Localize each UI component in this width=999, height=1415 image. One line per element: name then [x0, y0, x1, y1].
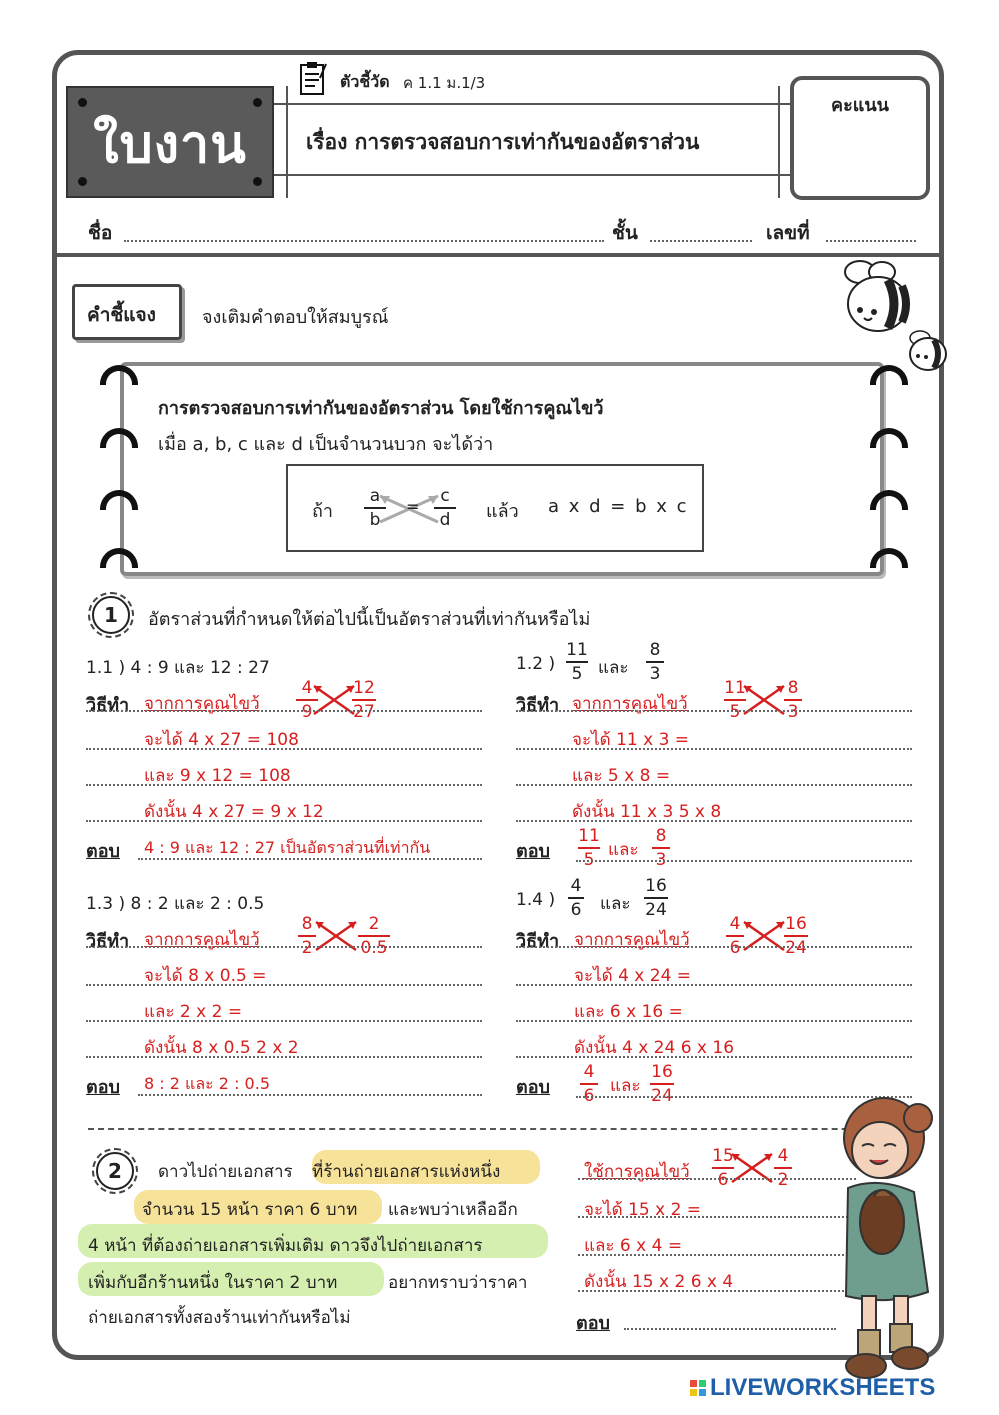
number-field[interactable] [826, 240, 916, 242]
q1-1-line3: และ 9 x 12 = 108 [144, 766, 291, 786]
answer-label: ตอบ [86, 841, 120, 862]
q1-3-line4: ดังนั้น 8 x 0.5 2 x 2 [144, 1038, 299, 1058]
question-number-badge: 2 [96, 1152, 134, 1190]
q1-1-label: 1.1 ) 4 : 9 และ 12 : 27 [86, 658, 270, 678]
answer-line[interactable] [86, 946, 482, 948]
numerator: c [440, 486, 450, 506]
answer-line[interactable] [516, 784, 912, 786]
denominator: 27 [353, 702, 375, 722]
q1-3-label: 1.3 ) 8 : 2 และ 2 : 0.5 [86, 894, 265, 914]
answer-label: ตอบ [576, 1313, 610, 1334]
cross-arrows-icon [728, 1148, 778, 1188]
q2-text: ที่ร้านถ่ายเอกสารแห่งหนึ่ง [312, 1162, 501, 1182]
numerator: 16 [645, 876, 667, 896]
numerator: 4 [301, 678, 313, 698]
answer-label: ตอบ [516, 1077, 550, 1098]
instruction-label-box [72, 284, 182, 340]
formula-then: แล้ว [486, 501, 519, 522]
indicator-value: ค 1.1 ม.1/3 [403, 74, 486, 92]
cross-arrows-icon [310, 680, 360, 720]
title-box [66, 86, 274, 198]
q2-text: เพิ่มกับอีกร้านหนึ่ง ในราคา 2 บาท [88, 1273, 338, 1293]
denominator: 0.5 [360, 938, 388, 958]
denominator: 24 [651, 1086, 673, 1106]
q2-text: อยากทราบว่าราคา [388, 1273, 528, 1293]
answer-line[interactable] [86, 784, 482, 786]
answer-line[interactable] [138, 858, 482, 860]
denominator: 24 [785, 938, 807, 958]
q2-line1: ใช้การคูณไขว้ [584, 1162, 690, 1182]
numerator: 8 [655, 826, 667, 846]
numerator: 15 [712, 1146, 734, 1166]
answer-line[interactable] [86, 1020, 482, 1022]
denominator: 5 [729, 702, 741, 722]
denominator: 6 [570, 900, 582, 920]
q1-4-line2: จะได้ 4 x 24 = [574, 966, 692, 986]
q1-4-label: 1.4 ) [516, 890, 556, 910]
denominator: 2 [301, 938, 313, 958]
numerator: 16 [651, 1062, 673, 1082]
red-fraction [358, 914, 390, 958]
q1-3-line2: จะได้ 8 x 0.5 = [144, 966, 267, 986]
red-fraction [652, 826, 670, 870]
method-label: วิธีทำ [86, 695, 130, 716]
q1-4-line4: ดังนั้น 4 x 24 6 x 16 [574, 1038, 735, 1058]
cross-arrows-icon [740, 680, 790, 720]
answer-line[interactable] [624, 1328, 836, 1330]
girl-illustration [818, 1092, 938, 1396]
denominator: 3 [655, 850, 667, 870]
denominator: 5 [583, 850, 595, 870]
fraction [566, 640, 588, 684]
answer-line[interactable] [578, 1216, 856, 1218]
red-fraction [578, 826, 600, 870]
q1-2-line4: ดังนั้น 11 x 3 5 x 8 [572, 802, 722, 822]
topic-title: เรื่อง การตรวจสอบการเท่ากันของอัตราส่วน [306, 130, 700, 154]
section-separator [88, 1128, 908, 1130]
formula-if: ถ้า [312, 501, 334, 522]
q2-line4: ดังนั้น 15 x 2 6 x 4 [584, 1272, 734, 1292]
answer-line[interactable] [86, 820, 482, 822]
instruction-text: จงเติมคำตอบให้สมบูรณ์ [202, 307, 389, 328]
q2-text: และพบว่าเหลืออีก [388, 1200, 518, 1220]
class-field[interactable] [650, 240, 752, 242]
q1-1-line2: จะได้ 4 x 27 = 108 [144, 730, 299, 750]
and-word: และ [598, 658, 629, 678]
denominator: 2 [777, 1170, 789, 1190]
and-word: และ [610, 1076, 641, 1096]
answer-line[interactable] [138, 1094, 482, 1096]
q1-2-line3: และ 5 x 8 = [572, 766, 671, 786]
numerator: 8 [649, 640, 661, 660]
answer-line[interactable] [86, 1056, 482, 1058]
answer-line[interactable] [578, 1290, 856, 1292]
number-label: เลขที่ [766, 222, 810, 244]
denominator: 3 [649, 664, 661, 684]
fraction-c-d [434, 486, 456, 530]
numerator: a [369, 486, 381, 506]
header-divider [778, 86, 780, 198]
answer-line[interactable] [578, 1254, 856, 1256]
q2-text: จำนวน 15 หน้า ราคา 6 บาท [142, 1200, 358, 1220]
answer-line[interactable] [516, 1056, 912, 1058]
header-line [274, 103, 790, 105]
numerator: 4 [777, 1146, 789, 1166]
answer-line[interactable] [516, 1020, 912, 1022]
denominator: d [439, 510, 451, 530]
q1-prompt: อัตราส่วนที่กำหนดให้ต่อไปนี้เป็นอัตราส่วนที่เท่ากันหรือไม่ [148, 609, 591, 630]
numerator: 11 [566, 640, 588, 660]
denominator: 6 [583, 1086, 595, 1106]
clipboard-icon [298, 60, 328, 96]
red-fraction [650, 1062, 674, 1106]
equals-sign: = [406, 497, 420, 516]
denominator: 6 [729, 938, 741, 958]
denominator: 6 [717, 1170, 729, 1190]
q1-4-line3: และ 6 x 16 = [574, 1002, 683, 1022]
header-separator [52, 253, 944, 257]
answer-line[interactable] [576, 860, 912, 862]
worksheet-title: ใบงาน [93, 115, 247, 175]
header-divider [286, 86, 288, 198]
numerator: 11 [724, 678, 746, 698]
denominator: 24 [645, 900, 667, 920]
numerator: 16 [785, 914, 807, 934]
fraction-a-b [364, 486, 386, 530]
q1-3-line3: และ 2 x 2 = [144, 1002, 243, 1022]
answer-line[interactable] [516, 984, 912, 986]
answer-label: ตอบ [86, 1077, 120, 1098]
answer-line[interactable] [516, 946, 912, 948]
denominator: 9 [301, 702, 313, 722]
fraction [644, 876, 668, 920]
and-word: และ [608, 840, 639, 860]
formula-result: a x d = b x c [548, 496, 689, 517]
class-label: ชั้น [612, 222, 638, 244]
q1-2-line1: จากการคูณไขว้ [572, 694, 688, 714]
question-number-badge: 1 [92, 596, 130, 634]
instruction-label: คำชี้แจง [87, 304, 156, 326]
score-box[interactable] [790, 76, 930, 200]
red-fraction [580, 1062, 598, 1106]
and-word: และ [600, 894, 631, 914]
answer-line[interactable] [516, 820, 912, 822]
method-label: วิธีทำ [86, 931, 130, 952]
liveworksheets-logo-icon [690, 1380, 706, 1396]
answer-line[interactable] [578, 1178, 856, 1180]
numerator: 8 [301, 914, 313, 934]
numerator: 4 [570, 876, 582, 896]
answer-label: ตอบ [516, 841, 550, 862]
brand-text[interactable]: LIVEWORKSHEETS [710, 1374, 936, 1401]
q1-4-line1: จากการคูณไขว้ [574, 930, 690, 950]
numerator: 2 [368, 914, 380, 934]
q1-2-label: 1.2 ) [516, 654, 556, 674]
q2-text: ถ่ายเอกสารทั้งสองร้านเท่ากันหรือไม่ [88, 1308, 351, 1328]
method-label: วิธีทำ [516, 695, 560, 716]
numerator: 4 [729, 914, 741, 934]
q2-line2: จะได้ 15 x 2 = [584, 1200, 702, 1220]
numerator: 8 [787, 678, 799, 698]
answer-line[interactable] [86, 984, 482, 986]
answer-line[interactable] [516, 710, 912, 712]
q2-text: 4 หน้า ที่ต้องถ่ายเอกสารเพิ่มเติม ดาวจึงไปถ่ายเอกสาร [88, 1236, 483, 1256]
note-line: เมื่อ a, b, c และ d เป็นจำนวนบวก จะได้ว่า [158, 434, 494, 455]
q1-1-line4: ดังนั้น 4 x 27 = 9 x 12 [144, 802, 324, 822]
fraction [568, 876, 584, 920]
denominator: 5 [571, 664, 583, 684]
answer-line[interactable] [86, 710, 482, 712]
q2-line3: และ 6 x 4 = [584, 1236, 683, 1256]
indicator-label: ตัวชี้วัด [340, 72, 390, 91]
q2-text: ดาวไปถ่ายเอกสาร [158, 1162, 293, 1182]
header-line [274, 174, 790, 176]
answer-line[interactable] [86, 748, 482, 750]
q1-1-line1: จากการคูณไขว้ [144, 694, 260, 714]
numerator: 11 [578, 826, 600, 846]
name-field[interactable] [124, 240, 604, 242]
method-label: วิธีทำ [516, 931, 560, 952]
denominator: b [369, 510, 381, 530]
note-heading: การตรวจสอบการเท่ากันของอัตราส่วน โดยใช้การคูณไขว้ [158, 398, 604, 419]
name-label: ชื่อ [88, 222, 113, 244]
q1-3-line1: จากการคูณไขว้ [144, 930, 260, 950]
answer-line[interactable] [516, 748, 912, 750]
denominator: 3 [787, 702, 799, 722]
cross-arrows-icon [312, 916, 362, 956]
q1-2-line2: จะได้ 11 x 3 = [572, 730, 690, 750]
bee-illustration [830, 256, 948, 374]
score-label: คะแนน [831, 95, 889, 116]
numerator: 4 [583, 1062, 595, 1082]
q1-1-answer: 4 : 9 และ 12 : 27 เป็นอัตราส่วนที่เท่ากัน [144, 838, 431, 857]
cross-arrows-icon [740, 916, 790, 956]
fraction [646, 640, 664, 684]
numerator: 12 [353, 678, 375, 698]
q1-3-answer: 8 : 2 และ 2 : 0.5 [144, 1074, 270, 1093]
